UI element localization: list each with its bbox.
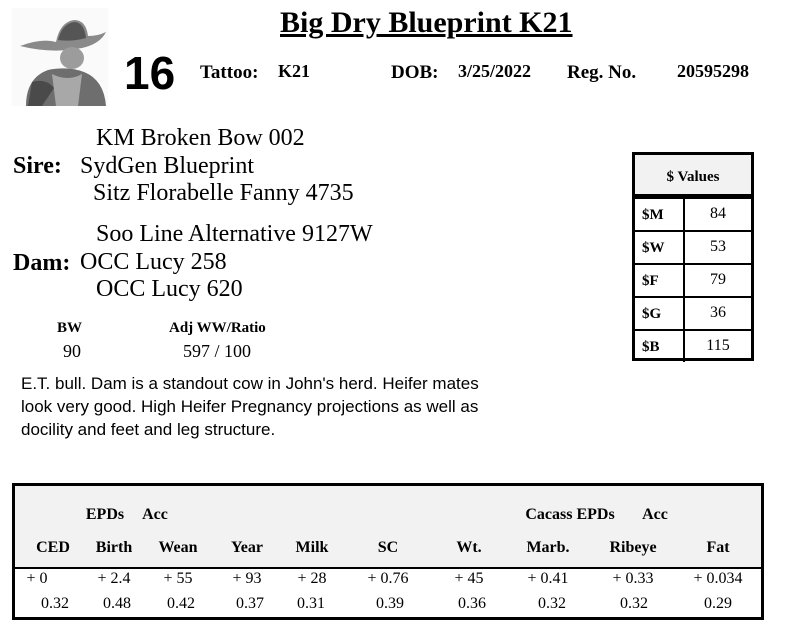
tattoo-value: K21: [278, 61, 311, 81]
dollar-value-number: 115: [706, 337, 730, 354]
dollar-value-label: $W: [635, 232, 685, 263]
dollar-value-label: $M: [635, 199, 685, 230]
epd-group-label: EPDs: [85, 506, 125, 523]
acc-value: 0.29: [704, 595, 732, 612]
epd-col-header: Fat: [706, 539, 730, 556]
dob-label: DOB:: [391, 62, 439, 83]
tattoo-label: Tattoo:: [200, 62, 259, 83]
dollar-values-table: [632, 152, 754, 361]
dam-dam: OCC Lucy 620: [96, 276, 243, 302]
dollar-value-label: $G: [635, 298, 685, 329]
sire-label: Sire:: [13, 153, 62, 179]
epd-value: + 93: [232, 570, 262, 587]
dollar-value-row: [635, 329, 751, 362]
epd-value: + 28: [297, 570, 327, 587]
cowboy-photo-icon: [12, 8, 108, 106]
page-title: Big Dry Blueprint K21: [280, 6, 573, 39]
acc-value: 0.36: [458, 595, 486, 612]
bw-value: 90: [63, 341, 81, 361]
dollar-value-row: [635, 197, 751, 230]
dollar-value-label: $F: [635, 265, 685, 296]
acc-value: 0.31: [297, 595, 325, 612]
sire-name: SydGen Blueprint: [80, 153, 254, 179]
reg-label: Reg. No.: [567, 62, 637, 83]
dollar-value-number: 53: [710, 238, 726, 255]
epd-value: + 0.41: [527, 570, 569, 587]
epd-col-header: Year: [231, 539, 263, 556]
acc-value: 0.42: [167, 595, 195, 612]
dollar-value-label: $B: [635, 331, 685, 362]
acc-value: 0.39: [376, 595, 404, 612]
acc-value: 0.48: [103, 595, 131, 612]
sire-dam: Sitz Florabelle Fanny 4735: [93, 180, 354, 206]
epd-value: + 45: [454, 570, 484, 587]
acc-value: 0.32: [538, 595, 566, 612]
epd-group-acc: Acc: [142, 506, 168, 523]
dam-label: Dam:: [13, 250, 71, 276]
epd-value: + 0.034: [693, 570, 743, 587]
adj-ww-value: 597 / 100: [183, 341, 252, 361]
dam-name: OCC Lucy 258: [80, 249, 227, 275]
dollar-value-row: [635, 230, 751, 263]
remarks-text: E.T. bull. Dam is a standout cow in John's herd. Heifer mates look very good. High Heifer Pregnancy projections as well as docility and feet and leg structure.: [21, 374, 479, 439]
epd-col-header: Wean: [158, 539, 198, 556]
dollar-value-number: 84: [710, 205, 726, 222]
lot-number: 16: [124, 47, 176, 99]
epd-col-header: SC: [377, 539, 399, 556]
epd-col-header: Ribeye: [609, 539, 657, 556]
epd-value: + 0: [26, 570, 48, 587]
dob-value: 3/25/2022: [458, 61, 532, 81]
dollar-value-number: 36: [710, 304, 726, 321]
dollar-value-number: 79: [710, 271, 726, 288]
acc-value: 0.37: [236, 595, 264, 612]
epd-col-header: Marb.: [526, 539, 570, 556]
dollar-values-title: $ Values: [635, 155, 751, 197]
epd-value: + 55: [163, 570, 193, 587]
reg-value: 20595298: [677, 61, 749, 81]
epd-value: + 0.33: [612, 570, 654, 587]
acc-value: 0.32: [620, 595, 648, 612]
epd-col-header: Milk: [295, 539, 329, 556]
bw-label: BW: [57, 320, 83, 336]
sire-sire: KM Broken Bow 002: [96, 125, 305, 151]
epd-table: [12, 483, 764, 620]
dam-sire: Soo Line Alternative 9127W: [96, 221, 373, 247]
epd-col-header: CED: [36, 539, 70, 556]
epd-col-header: Wt.: [456, 539, 482, 556]
adj-ww-label: Adj WW/Ratio: [169, 320, 266, 336]
acc-value: 0.32: [41, 595, 69, 612]
epd-value: + 0.76: [367, 570, 409, 587]
carcass-group-label: Cacass EPDs: [525, 506, 615, 523]
carcass-group-acc: Acc: [642, 506, 668, 523]
dollar-value-row: [635, 263, 751, 296]
dollar-value-row: [635, 296, 751, 329]
epd-value: + 2.4: [97, 570, 131, 587]
epd-col-header: Birth: [95, 539, 133, 556]
